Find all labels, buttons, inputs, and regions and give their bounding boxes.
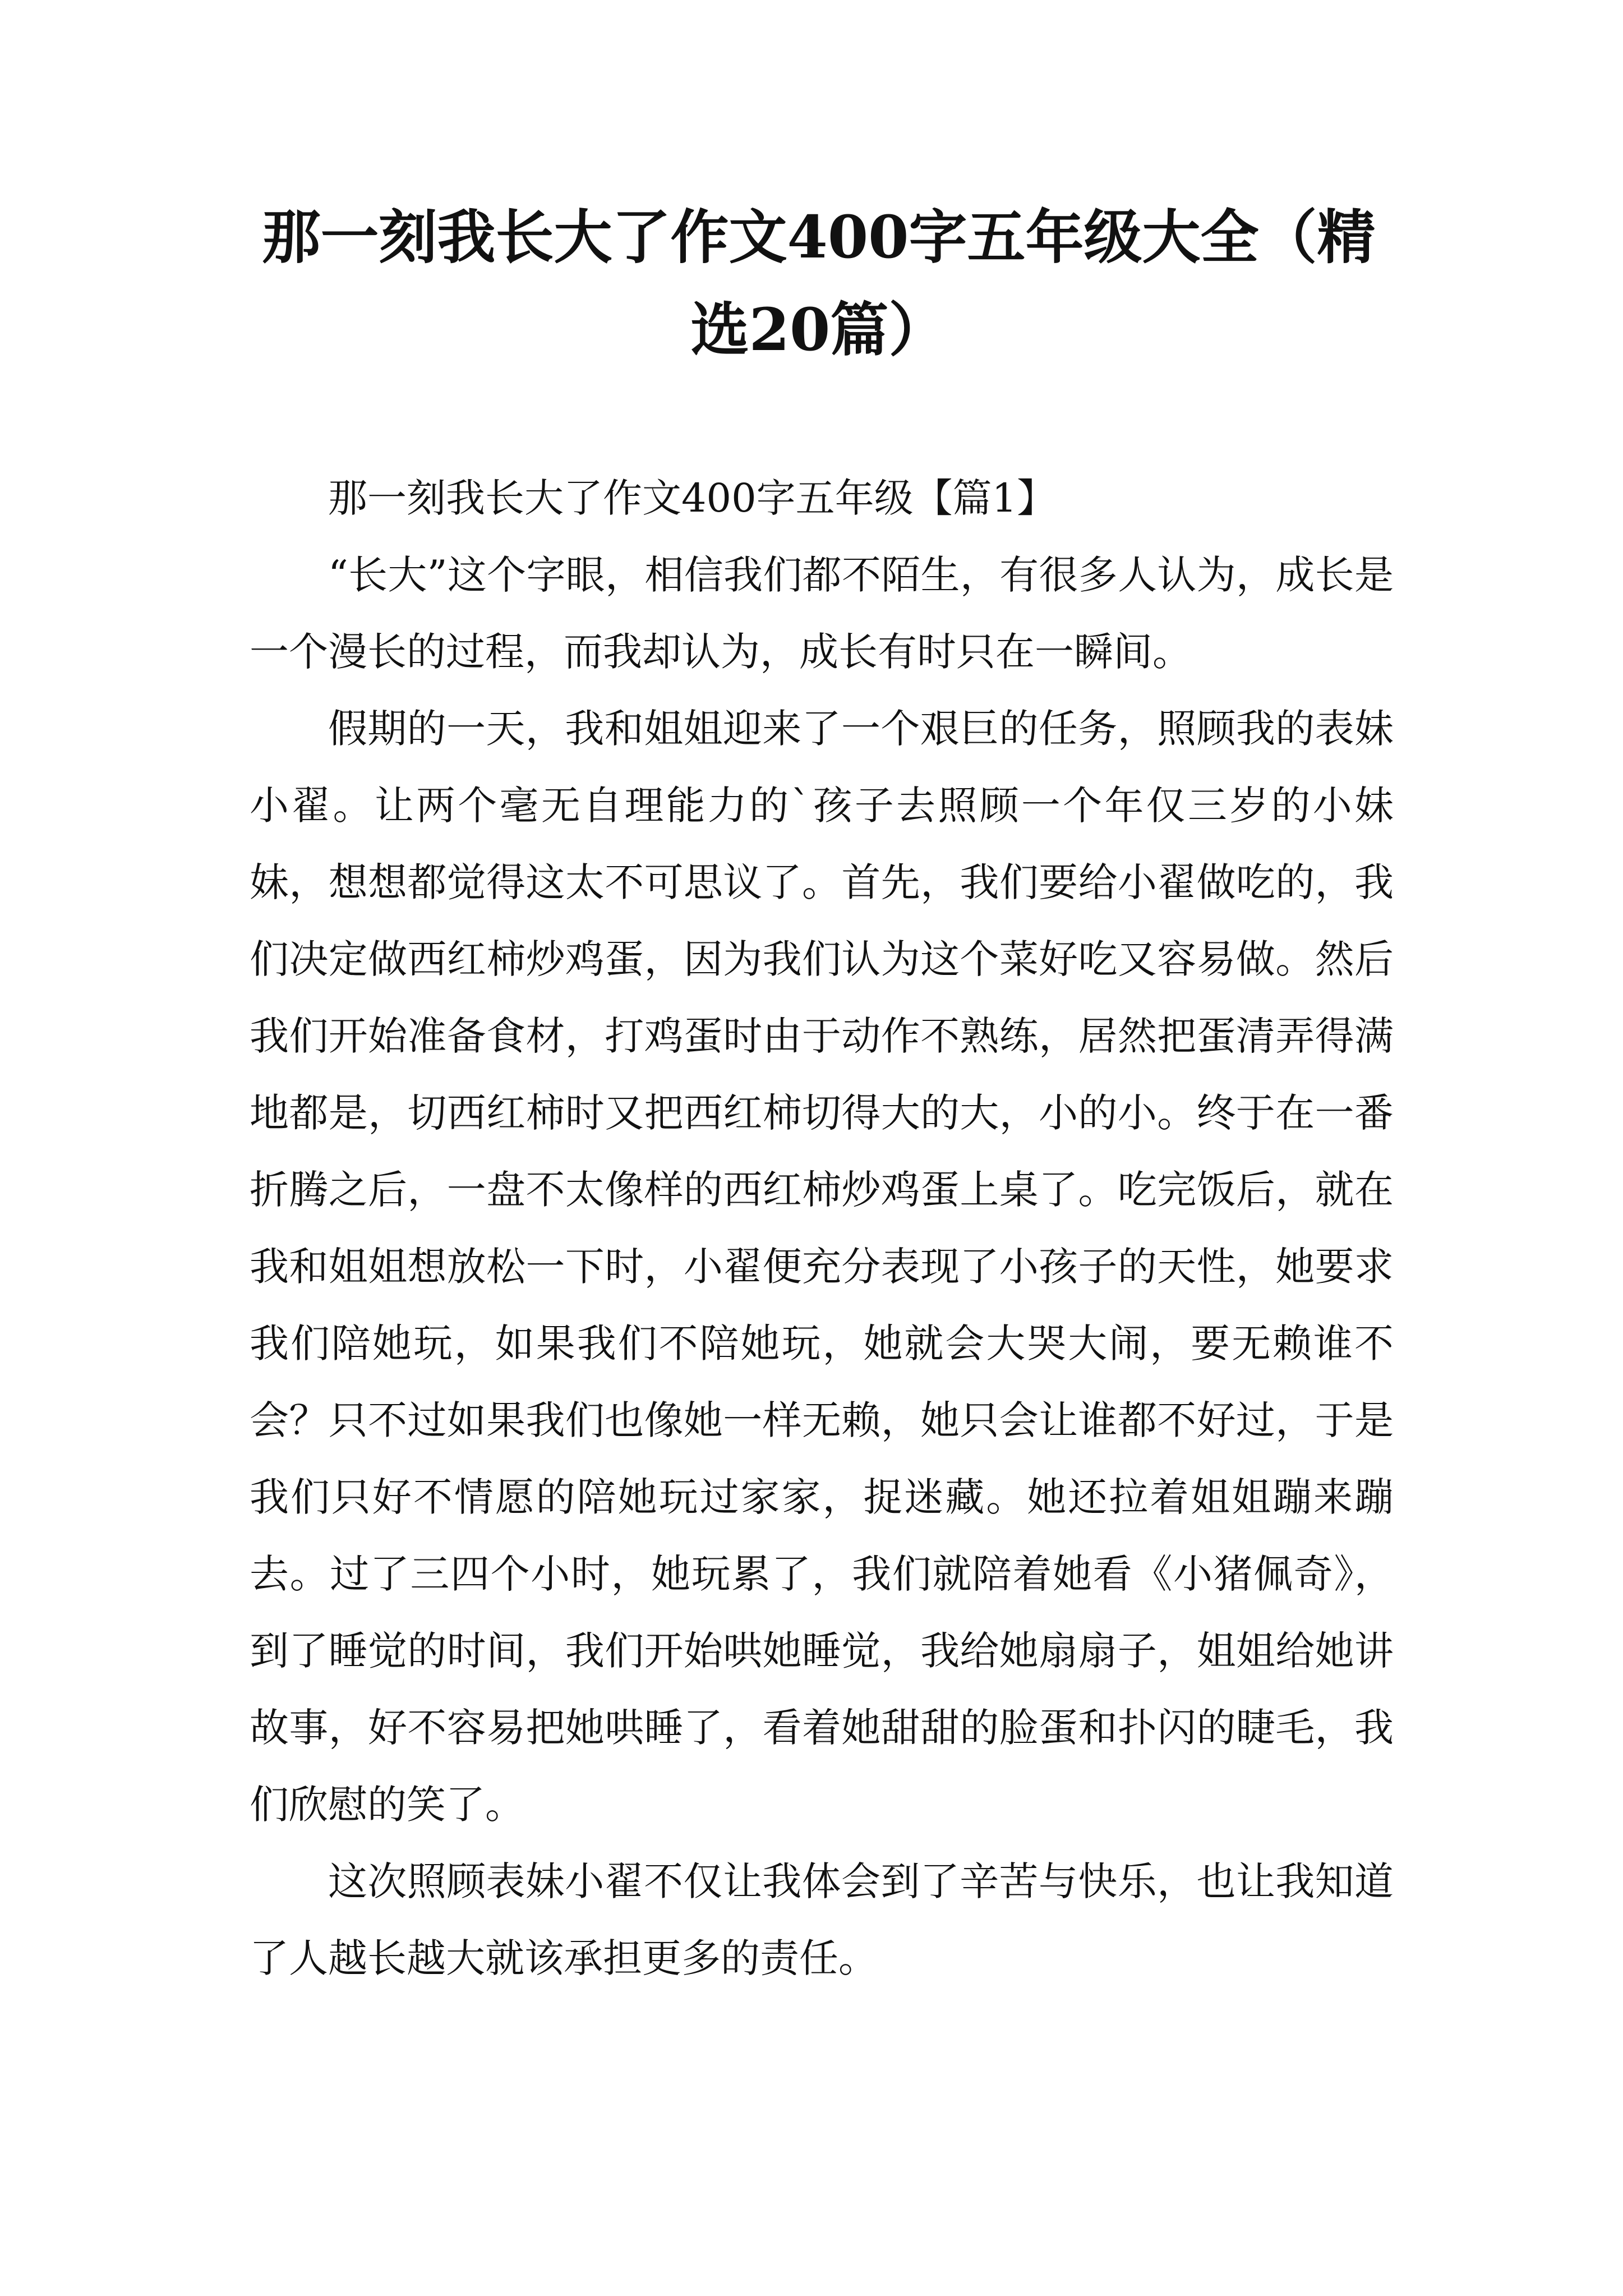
section-heading: 那一刻我长大了作文400字五年级【篇1】: [328, 475, 1057, 521]
paragraph: “长大”这个字眼，相信我们都不陌生，有很多人认为，成长是一个漫长的过程，而我却认为，成长有时只在一瞬间。: [250, 552, 1394, 675]
document-body: [250, 460, 1394, 1997]
paragraph: 假期的一天，我和姐姐迎来了一个艰巨的任务，照顾我的表妹小翟。让两个毫无自理能力的`孩子去照顾一个年仅三岁的小妹妹，想想都觉得这太不可思议了。首先，我们要给小翟做吃的，我们决定做西红柿炒鸡蛋，因为我们认为这个菜好吃又容易做。然后我们开始准备食材，打鸡蛋时由于动作不熟练，居然把蛋清弄得满地都是，切西红柿时又把西红柿切得大的大，小的小。终于在一番折腾之后，一盘不太像样的西红柿炒鸡蛋上桌了。吃完饭后，就在我和姐姐想放松一下时，小翟便充分表现了小孩子的天性，她要求我们陪她玩，如果我们不陪她玩，她就会大哭大闹，要无赖谁不会？只不过如果我们也像她一样无赖，她只会让谁都不好过，于是我们只好不情愿的陪她玩过家家，捉迷藏。她还拉着姐姐蹦来蹦去。过了三四个小时，她玩累了，我们就陪着她看《小猪佩奇》，到了睡觉的时间，我们开始哄她睡觉，我给她扇扇子，姐姐给她讲故事，好不容易把她哄睡了，看着她甜甜的脸蛋和扑闪的睫毛，我们欣慰的笑了。: [250, 706, 1394, 1828]
paragraph: 这次照顾表妹小翟不仅让我体会到了辛苦与快乐，也让我知道了人越长越大就该承担更多的责任。: [250, 1858, 1394, 1981]
document-title: 那一刻我长大了作文400字五年级大全（精选20篇）: [262, 203, 1376, 364]
